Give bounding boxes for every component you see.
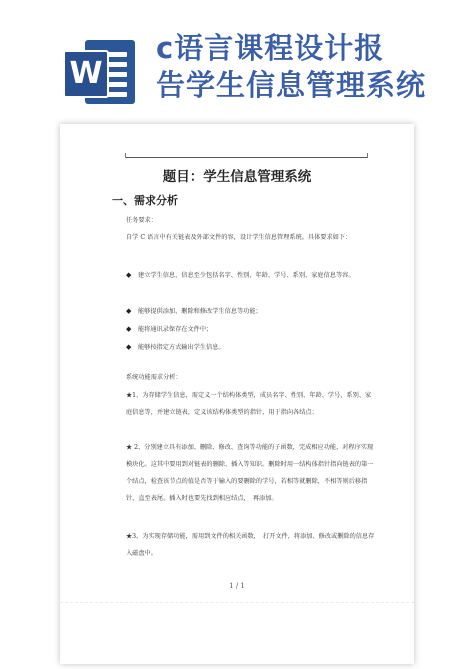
page-number: 1 / 1: [229, 582, 245, 590]
document-title: 题目：学生信息管理系统: [162, 169, 312, 185]
section-heading-requirements: 一、需求分析: [112, 194, 178, 207]
banner-title: [156, 30, 466, 104]
banner-title-line2: 告学生信息管理系统: [156, 68, 427, 102]
document-page: [60, 124, 414, 664]
diamond-bullet-icon: ◆: [126, 271, 132, 279]
diamond-bullet-icon: ◆: [126, 325, 132, 333]
function-item-3: ★3、为实现存储功能，需用到文件的相关函数， 打开文件，将添加、修改或删除的信息存入磁盘中。: [126, 533, 375, 557]
header-rule: [125, 157, 368, 158]
intro-paragraph: 自学 C 语言中有关链表及外部文件的容，设计学生信息管理系统。具体要求如下：: [126, 234, 352, 241]
diamond-bullet-icon: ◆: [126, 343, 132, 351]
list-item: ◆ 能够按指定方式输出学生信息。: [126, 339, 376, 356]
word-letter-badge: W: [63, 50, 109, 98]
function-item-2: ★ 2、分别建立具有添加、删除、修改、查询等功能的子函数，完成相应功能，对程序实现模块化。这其中要用到对链表的删除、插入等知识。删除时用一结构体指针指向链表的第一个结点，检查该节点的值是否等于输入的要删除的学号，若相等就删除，不相等则后移指针，直至表尾。插入时也要先找到相应结点， 再添加。: [126, 444, 374, 502]
list-item: ◆ 建立学生信息，信息至少包括名字、性别、年龄、学号、系别、家庭信息等容。: [126, 267, 376, 284]
word-document-icon: [63, 36, 141, 108]
function-item-1: ★1、为存储学生信息，需定义一个结构体类型，成员名字、性别、年龄、学号、系别、家庭信息等，并建立链表，定义该结构体类型的指针，用于指向各结点；: [126, 392, 372, 416]
banner-title-line1: c语言课程设计报: [156, 31, 385, 65]
diamond-bullet-icon: ◆: [126, 307, 132, 315]
footer-divider: [60, 602, 414, 603]
task-label: 任务要求：: [126, 217, 157, 224]
function-analysis-label: 系统功能需求分析：: [126, 374, 182, 381]
list-item: ◆ 能够提供添加、删除和修改学生信息等功能；: [126, 303, 376, 320]
list-item: ◆ 能将通讯录保存在文件中；: [126, 321, 376, 338]
